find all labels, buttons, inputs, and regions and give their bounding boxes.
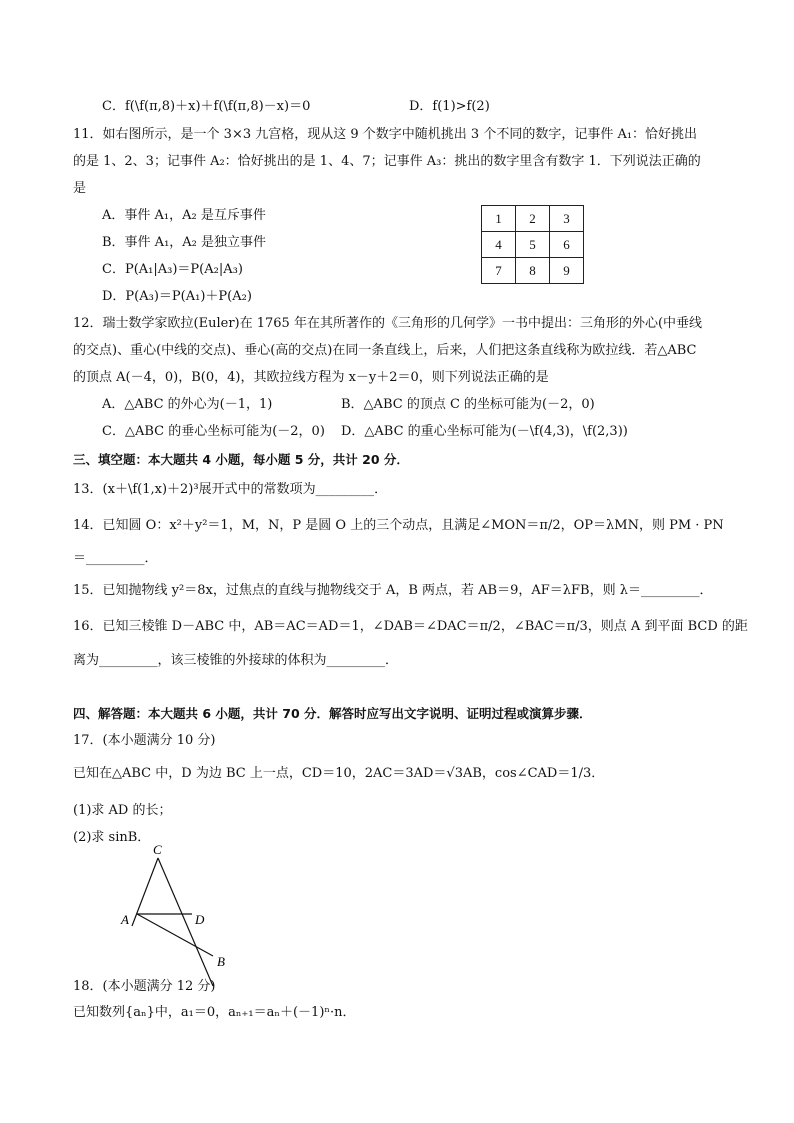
grid-cell: 6 [550, 232, 584, 258]
nine-grid-table [481, 205, 584, 284]
question-18-statement: 已知数列{aₙ}中，a₁＝0，aₙ₊₁＝aₙ＋(－1)ⁿ·n． [73, 1005, 356, 1020]
question-12-option-b: B．△ABC 的顶点 C 的坐标可能为(－2，0) [341, 397, 595, 412]
grid-cell: 7 [482, 258, 516, 284]
question-13: 13．(x＋\f(1,x)＋2)³展开式中的常数项为_________． [73, 482, 388, 497]
segment-ca [132, 858, 158, 926]
grid-cell: 1 [482, 206, 516, 232]
question-12-option-d: D．△ABC 的重心坐标可能为(－\f(4,3)，\f(2,3)) [341, 424, 628, 439]
option-11-prev-d: D．f(1)>f(2) [409, 99, 490, 114]
question-18-title: 18．(本小题满分 12 分) [73, 979, 216, 994]
question-11-option-d: D．P(A₃)＝P(A₁)＋P(A₂) [102, 289, 252, 304]
question-12-option-a: A．△ABC 的外心为(－1，1) [102, 397, 273, 412]
question-12-option-c: C．△ABC 的垂心坐标可能为(－2，0) [102, 424, 325, 439]
grid-cell: 3 [550, 206, 584, 232]
label-c: C [153, 842, 162, 857]
label-d: D [195, 912, 205, 927]
triangle-figure [115, 838, 245, 998]
label-b: B [217, 954, 225, 969]
grid-cell: 5 [516, 232, 550, 258]
question-17-part2: (2)求 sinB． [73, 830, 151, 845]
grid-cell: 8 [516, 258, 550, 284]
segment-cb [158, 858, 213, 986]
grid-cell: 4 [482, 232, 516, 258]
question-11-line3: 是 [73, 181, 87, 196]
question-17-part1: (1)求 AD 的长； [73, 803, 172, 818]
question-12-line2: 的交点)、重心(中线的交点)、垂心(高的交点)在同一条直线上，后来，人们把这条直线称为欧拉线．若△ABC [73, 343, 697, 358]
question-15: 15．已知抛物线 y²＝8x，过焦点的直线与抛物线交于 A，B 两点，若 AB＝9，AF＝λFB，则 λ＝_________． [73, 583, 713, 598]
question-17-title: 17．(本小题满分 10 分) [73, 733, 216, 748]
grid-cell: 2 [516, 206, 550, 232]
question-16-line1: 16．已知三棱锥 D－ABC 中，AB＝AC＝AD＝1，∠DAB＝∠DAC＝π/2，∠BAC＝π/3，则点 A 到平面 BCD 的距 [73, 619, 748, 634]
option-11-prev-c: C．f(\f(π,8)＋x)＋f(\f(π,8)－x)＝0 [102, 99, 311, 114]
section-3-heading: 三、填空题：本大题共 4 小题，每小题 5 分，共计 20 分． [73, 452, 409, 467]
question-14-line2: ＝_________． [73, 551, 158, 566]
question-17-statement: 已知在△ABC 中，D 为边 BC 上一点，CD＝10，2AC＝3AD＝√3AB，cos∠CAD＝1/3． [73, 766, 605, 781]
question-16-line2: 离为_________，该三棱锥的外接球的体积为_________． [73, 653, 399, 668]
question-14-line1: 14．已知圆 O：x²＋y²＝1，M，N，P 是圆 O 上的三个动点，且满足∠MON＝π/2，OP＝λMN，则 PM · PN [73, 518, 724, 533]
question-12-line1: 12．瑞士数学家欧拉(Euler)在 1765 年在其所著作的《三角形的几何学》一书中提出：三角形的外心(中垂线 [73, 316, 703, 331]
question-11-option-b: B．事件 A₁，A₂ 是独立事件 [102, 235, 267, 250]
section-4-heading: 四、解答题：本大题共 6 小题，共计 70 分．解答时应写出文字说明、证明过程或演算步骤． [73, 706, 592, 721]
question-11-line2: 的是 1、2、3；记事件 A₂：恰好挑出的是 1、4、7；记事件 A₃：挑出的数字里含有数字 1．下列说法正确的 [73, 154, 701, 169]
question-11-option-a: A．事件 A₁，A₂ 是互斥事件 [102, 208, 266, 223]
question-12-line3: 的顶点 A(－4，0)，B(0，4)，其欧拉线方程为 x－y＋2＝0，则下列说法正确的是 [73, 370, 549, 385]
label-a: A [121, 912, 129, 927]
grid-cell: 9 [550, 258, 584, 284]
question-11-option-c: C．P(A₁|A₃)＝P(A₂|A₃) [102, 262, 243, 277]
question-11-line1: 11．如右图所示，是一个 3×3 九宫格，现从这 9 个数字中随机挑出 3 个不同的数字，记事件 A₁：恰好挑出 [73, 127, 698, 142]
